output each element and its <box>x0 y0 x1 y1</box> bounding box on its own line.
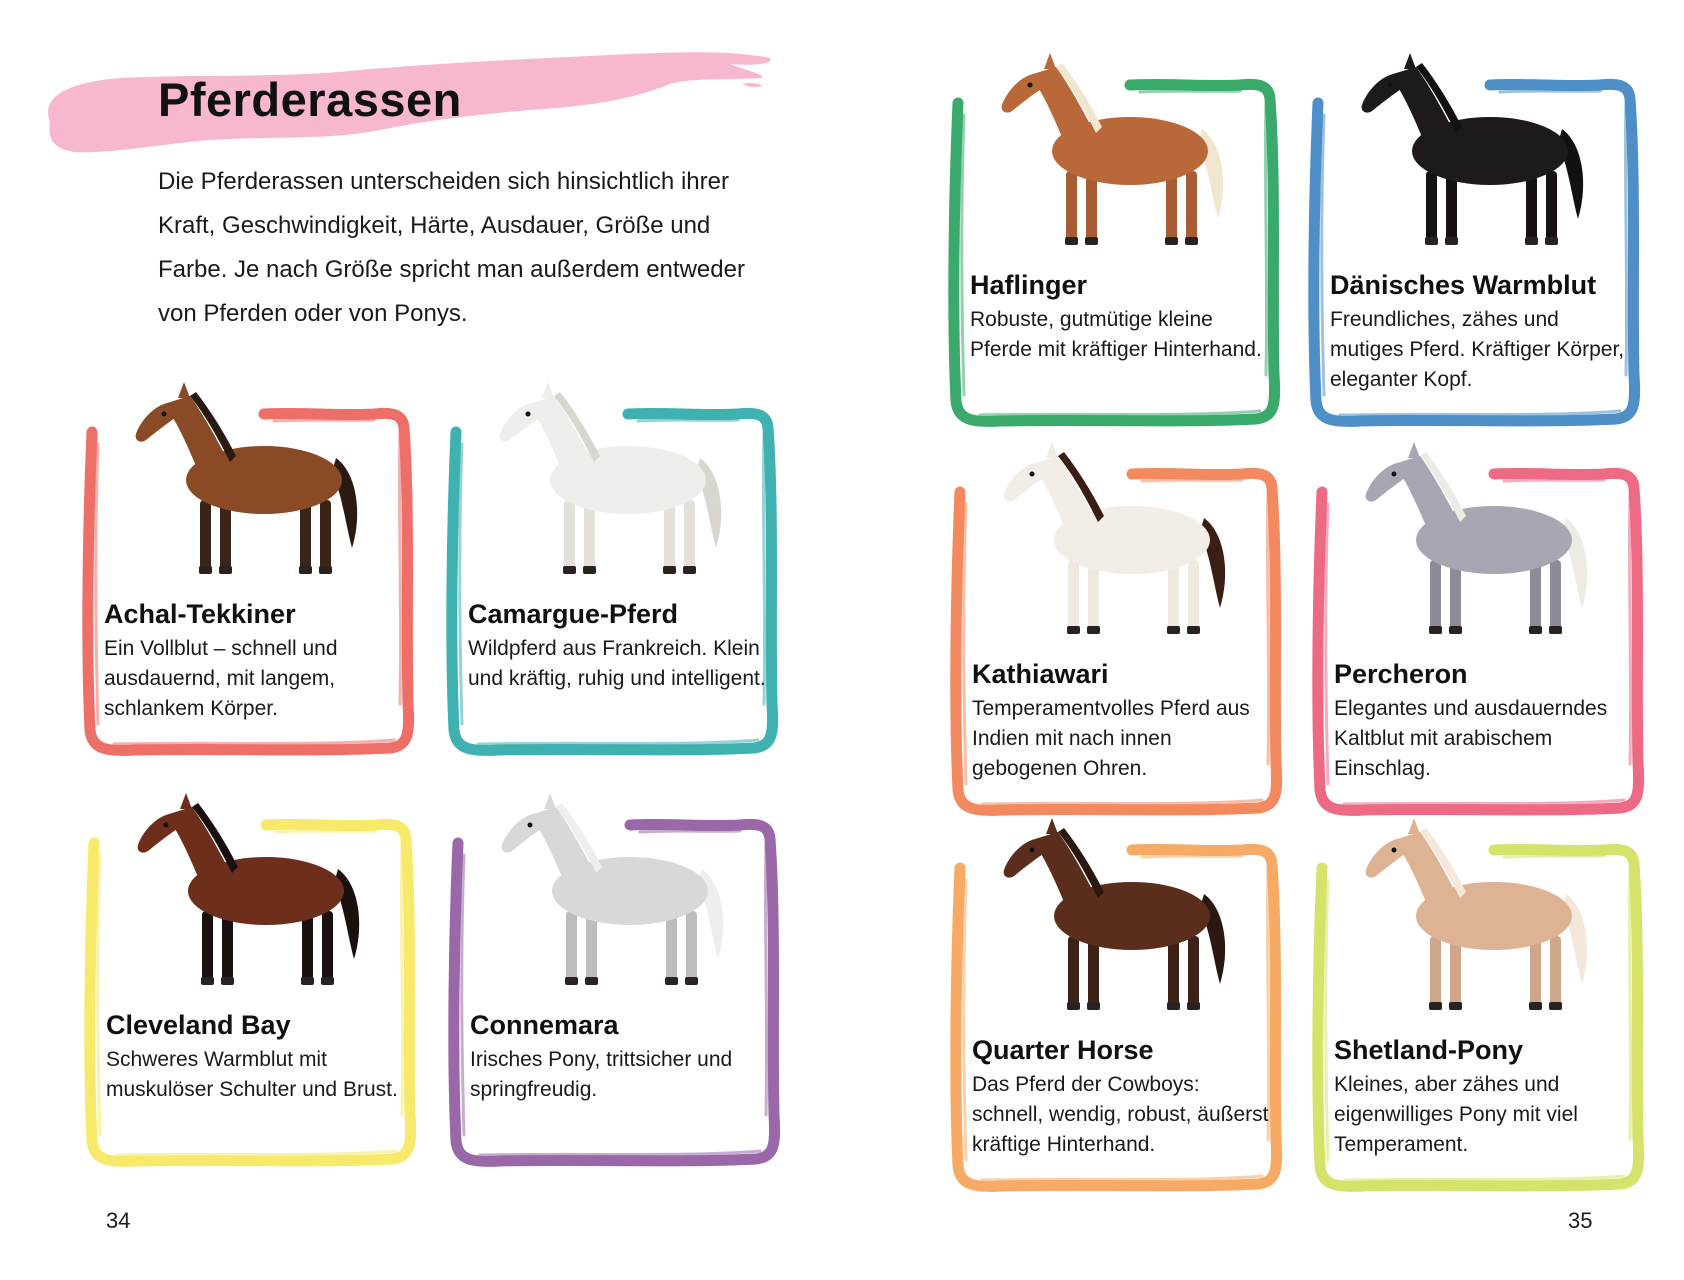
horse-hoof <box>1425 237 1438 245</box>
horse-hoof <box>1067 1002 1080 1010</box>
page-number-right: 35 <box>1568 1208 1593 1233</box>
horse-leg <box>1530 560 1541 632</box>
horse-leg <box>1530 936 1541 1008</box>
horse-ear <box>1408 442 1420 458</box>
horse-leg <box>202 911 213 983</box>
horse-hoof <box>1087 626 1100 634</box>
horse-leg <box>686 911 697 983</box>
palomino-pony-photo <box>1334 812 1624 1022</box>
breed-name: Achal-Tekkiner <box>104 599 296 629</box>
breed-name: Connemara <box>470 1010 619 1040</box>
breed-card-kathiawari <box>942 464 1292 824</box>
horse-hoof <box>1067 626 1080 634</box>
horse-leg <box>1450 560 1461 632</box>
horse-ear <box>1404 53 1416 69</box>
horse-leg <box>1426 171 1437 243</box>
breed-description: Freundliches, zähes und mutiges Pferd. Kräftiger Körper, eleganter Kopf. <box>1330 308 1625 391</box>
horse-leg <box>1450 936 1461 1008</box>
breed-name: Haflinger <box>970 270 1088 300</box>
horse-hoof <box>201 977 214 985</box>
horse-leg <box>1168 936 1179 1008</box>
breed-description: Robuste, gutmütige kleine Pferde mit kräftiger Hinterhand. <box>970 308 1262 361</box>
horse-hoof <box>319 566 332 574</box>
horse-leg <box>1188 560 1199 632</box>
horse-hoof <box>1165 237 1178 245</box>
white-horse-photo <box>468 376 758 586</box>
horse-hoof <box>1545 237 1558 245</box>
horse-eye <box>162 412 167 417</box>
breed-name: Shetland-Pony <box>1334 1035 1524 1065</box>
horse-leg <box>1526 171 1537 243</box>
horse-hoof <box>1167 626 1180 634</box>
horse-hoof <box>1065 237 1078 245</box>
horse-hoof <box>1085 237 1098 245</box>
intro-paragraph: Die Pferderassen unterscheiden sich hinsichtlich ihrer Kraft, Geschwindigkeit, Härte, Ausdauer, Größe und Farbe. Je nach Größe spricht man außerdem entweder von Pferden oder von Ponys. <box>158 168 745 327</box>
breed-card-cleveland-bay <box>76 815 426 1175</box>
horse-hoof <box>1529 626 1542 634</box>
horse-leg <box>320 500 331 572</box>
horse-hoof <box>1187 626 1200 634</box>
horse-hoof <box>583 566 596 574</box>
breed-description: Wildpferd aus Frankreich. Klein und kräftig, ruhig und intelligent. <box>468 637 766 690</box>
horse-hoof <box>1429 626 1442 634</box>
horse-eye <box>1030 472 1035 477</box>
breed-card-daenisches-warmblut <box>1300 75 1650 435</box>
horse-ear <box>178 382 190 398</box>
horse-hoof <box>1167 1002 1180 1010</box>
horse-leg <box>1430 560 1441 632</box>
horse-leg <box>1088 560 1099 632</box>
horse-leg <box>566 911 577 983</box>
horse-leg <box>1168 560 1179 632</box>
breed-card-percheron <box>1304 464 1654 824</box>
horse-hoof <box>301 977 314 985</box>
breed-card-shetland-pony <box>1304 840 1654 1200</box>
horse-hoof <box>1549 626 1562 634</box>
breed-name: Percheron <box>1334 659 1468 689</box>
horse-eye <box>164 823 169 828</box>
horse-leg <box>222 911 233 983</box>
horse-eye <box>1392 848 1397 853</box>
horse-leg <box>586 911 597 983</box>
horse-ear <box>542 382 554 398</box>
horse-leg <box>220 500 231 572</box>
horse-eye <box>526 412 531 417</box>
breed-description: Schweres Warmblut mit muskulöser Schulter und Brust. <box>106 1048 398 1101</box>
dark-bay-horse-photo <box>972 812 1262 1022</box>
horse-ear <box>180 793 192 809</box>
horse-leg <box>1430 936 1441 1008</box>
horse-hoof <box>1445 237 1458 245</box>
horse-hoof <box>683 566 696 574</box>
horse-leg <box>1546 171 1557 243</box>
horse-hoof <box>1529 1002 1542 1010</box>
horse-hoof <box>1449 1002 1462 1010</box>
breed-name: Quarter Horse <box>972 1035 1154 1065</box>
horse-ear <box>1046 442 1058 458</box>
horse-ear <box>1046 818 1058 834</box>
horse-hoof <box>1525 237 1538 245</box>
horse-hoof <box>665 977 678 985</box>
breed-card-connemara <box>440 815 790 1175</box>
horse-hoof <box>1549 1002 1562 1010</box>
breed-name: Kathiawari <box>972 659 1109 689</box>
pinto-horse-photo <box>972 436 1262 646</box>
horse-hoof <box>565 977 578 985</box>
breed-description: Elegantes und ausdauerndes Kaltblut mit arabischem Einschlag. <box>1334 697 1608 780</box>
breed-description: Kleines, aber zähes und eigenwilliges Pony mit viel Temperament. <box>1334 1073 1578 1156</box>
horse-leg <box>1446 171 1457 243</box>
horse-leg <box>302 911 313 983</box>
horse-hoof <box>321 977 334 985</box>
bay-horse-photo <box>106 787 396 997</box>
horse-hoof <box>199 566 212 574</box>
horse-leg <box>1066 171 1077 243</box>
horse-leg <box>1166 171 1177 243</box>
black-horse-photo <box>1330 47 1620 257</box>
horse-leg <box>1068 936 1079 1008</box>
horse-hoof <box>1185 237 1198 245</box>
horse-hoof <box>1449 626 1462 634</box>
horse-eye <box>1028 83 1033 88</box>
horse-hoof <box>1429 1002 1442 1010</box>
breed-card-camargue-pferd <box>438 404 788 764</box>
breed-card-achal-tekkiner <box>74 404 424 764</box>
chestnut-horse-photo <box>970 47 1260 257</box>
horse-eye <box>1392 472 1397 477</box>
horse-hoof <box>219 566 232 574</box>
grey-pony-photo <box>470 787 760 997</box>
breed-description: Ein Vollblut – schnell und ausdauernd, mit langem, schlankem Körper. <box>104 637 338 720</box>
horse-leg <box>1086 171 1097 243</box>
horse-leg <box>1550 936 1561 1008</box>
horse-leg <box>664 500 675 572</box>
horse-leg <box>1088 936 1099 1008</box>
page-number-left: 34 <box>106 1208 131 1233</box>
horse-hoof <box>585 977 598 985</box>
breed-name: Camargue-Pferd <box>468 599 679 629</box>
page-title: Pferderassen <box>158 73 462 126</box>
horse-hoof <box>663 566 676 574</box>
horse-leg <box>584 500 595 572</box>
horse-leg <box>300 500 311 572</box>
horse-eye <box>1388 83 1393 88</box>
breed-card-quarter-horse <box>942 840 1292 1200</box>
breed-description: Das Pferd der Cowboys: schnell, wendig, robust, äußerst kräftige Hinterhand. <box>972 1073 1269 1156</box>
horse-hoof <box>221 977 234 985</box>
horse-hoof <box>299 566 312 574</box>
horse-ear <box>544 793 556 809</box>
horse-ear <box>1408 818 1420 834</box>
horse-hoof <box>685 977 698 985</box>
horse-hoof <box>1187 1002 1200 1010</box>
horse-leg <box>322 911 333 983</box>
horse-hoof <box>563 566 576 574</box>
brown-horse-photo <box>104 376 394 586</box>
horse-leg <box>666 911 677 983</box>
breed-description: Temperamentvolles Pferd aus Indien mit nach innen gebogenen Ohren. <box>972 697 1250 780</box>
breed-description: Irisches Pony, trittsicher und springfreudig. <box>470 1048 733 1101</box>
horse-eye <box>1030 848 1035 853</box>
horse-hoof <box>1087 1002 1100 1010</box>
dapple-grey-horse-photo <box>1334 436 1624 646</box>
horse-leg <box>564 500 575 572</box>
breed-name: Dänisches Warmblut <box>1330 270 1597 300</box>
horse-ear <box>1044 53 1056 69</box>
horse-leg <box>684 500 695 572</box>
horse-eye <box>528 823 533 828</box>
horse-leg <box>200 500 211 572</box>
horse-leg <box>1068 560 1079 632</box>
horse-leg <box>1186 171 1197 243</box>
breed-card-haflinger <box>940 75 1290 435</box>
horse-leg <box>1188 936 1199 1008</box>
horse-leg <box>1550 560 1561 632</box>
breed-name: Cleveland Bay <box>106 1010 291 1040</box>
